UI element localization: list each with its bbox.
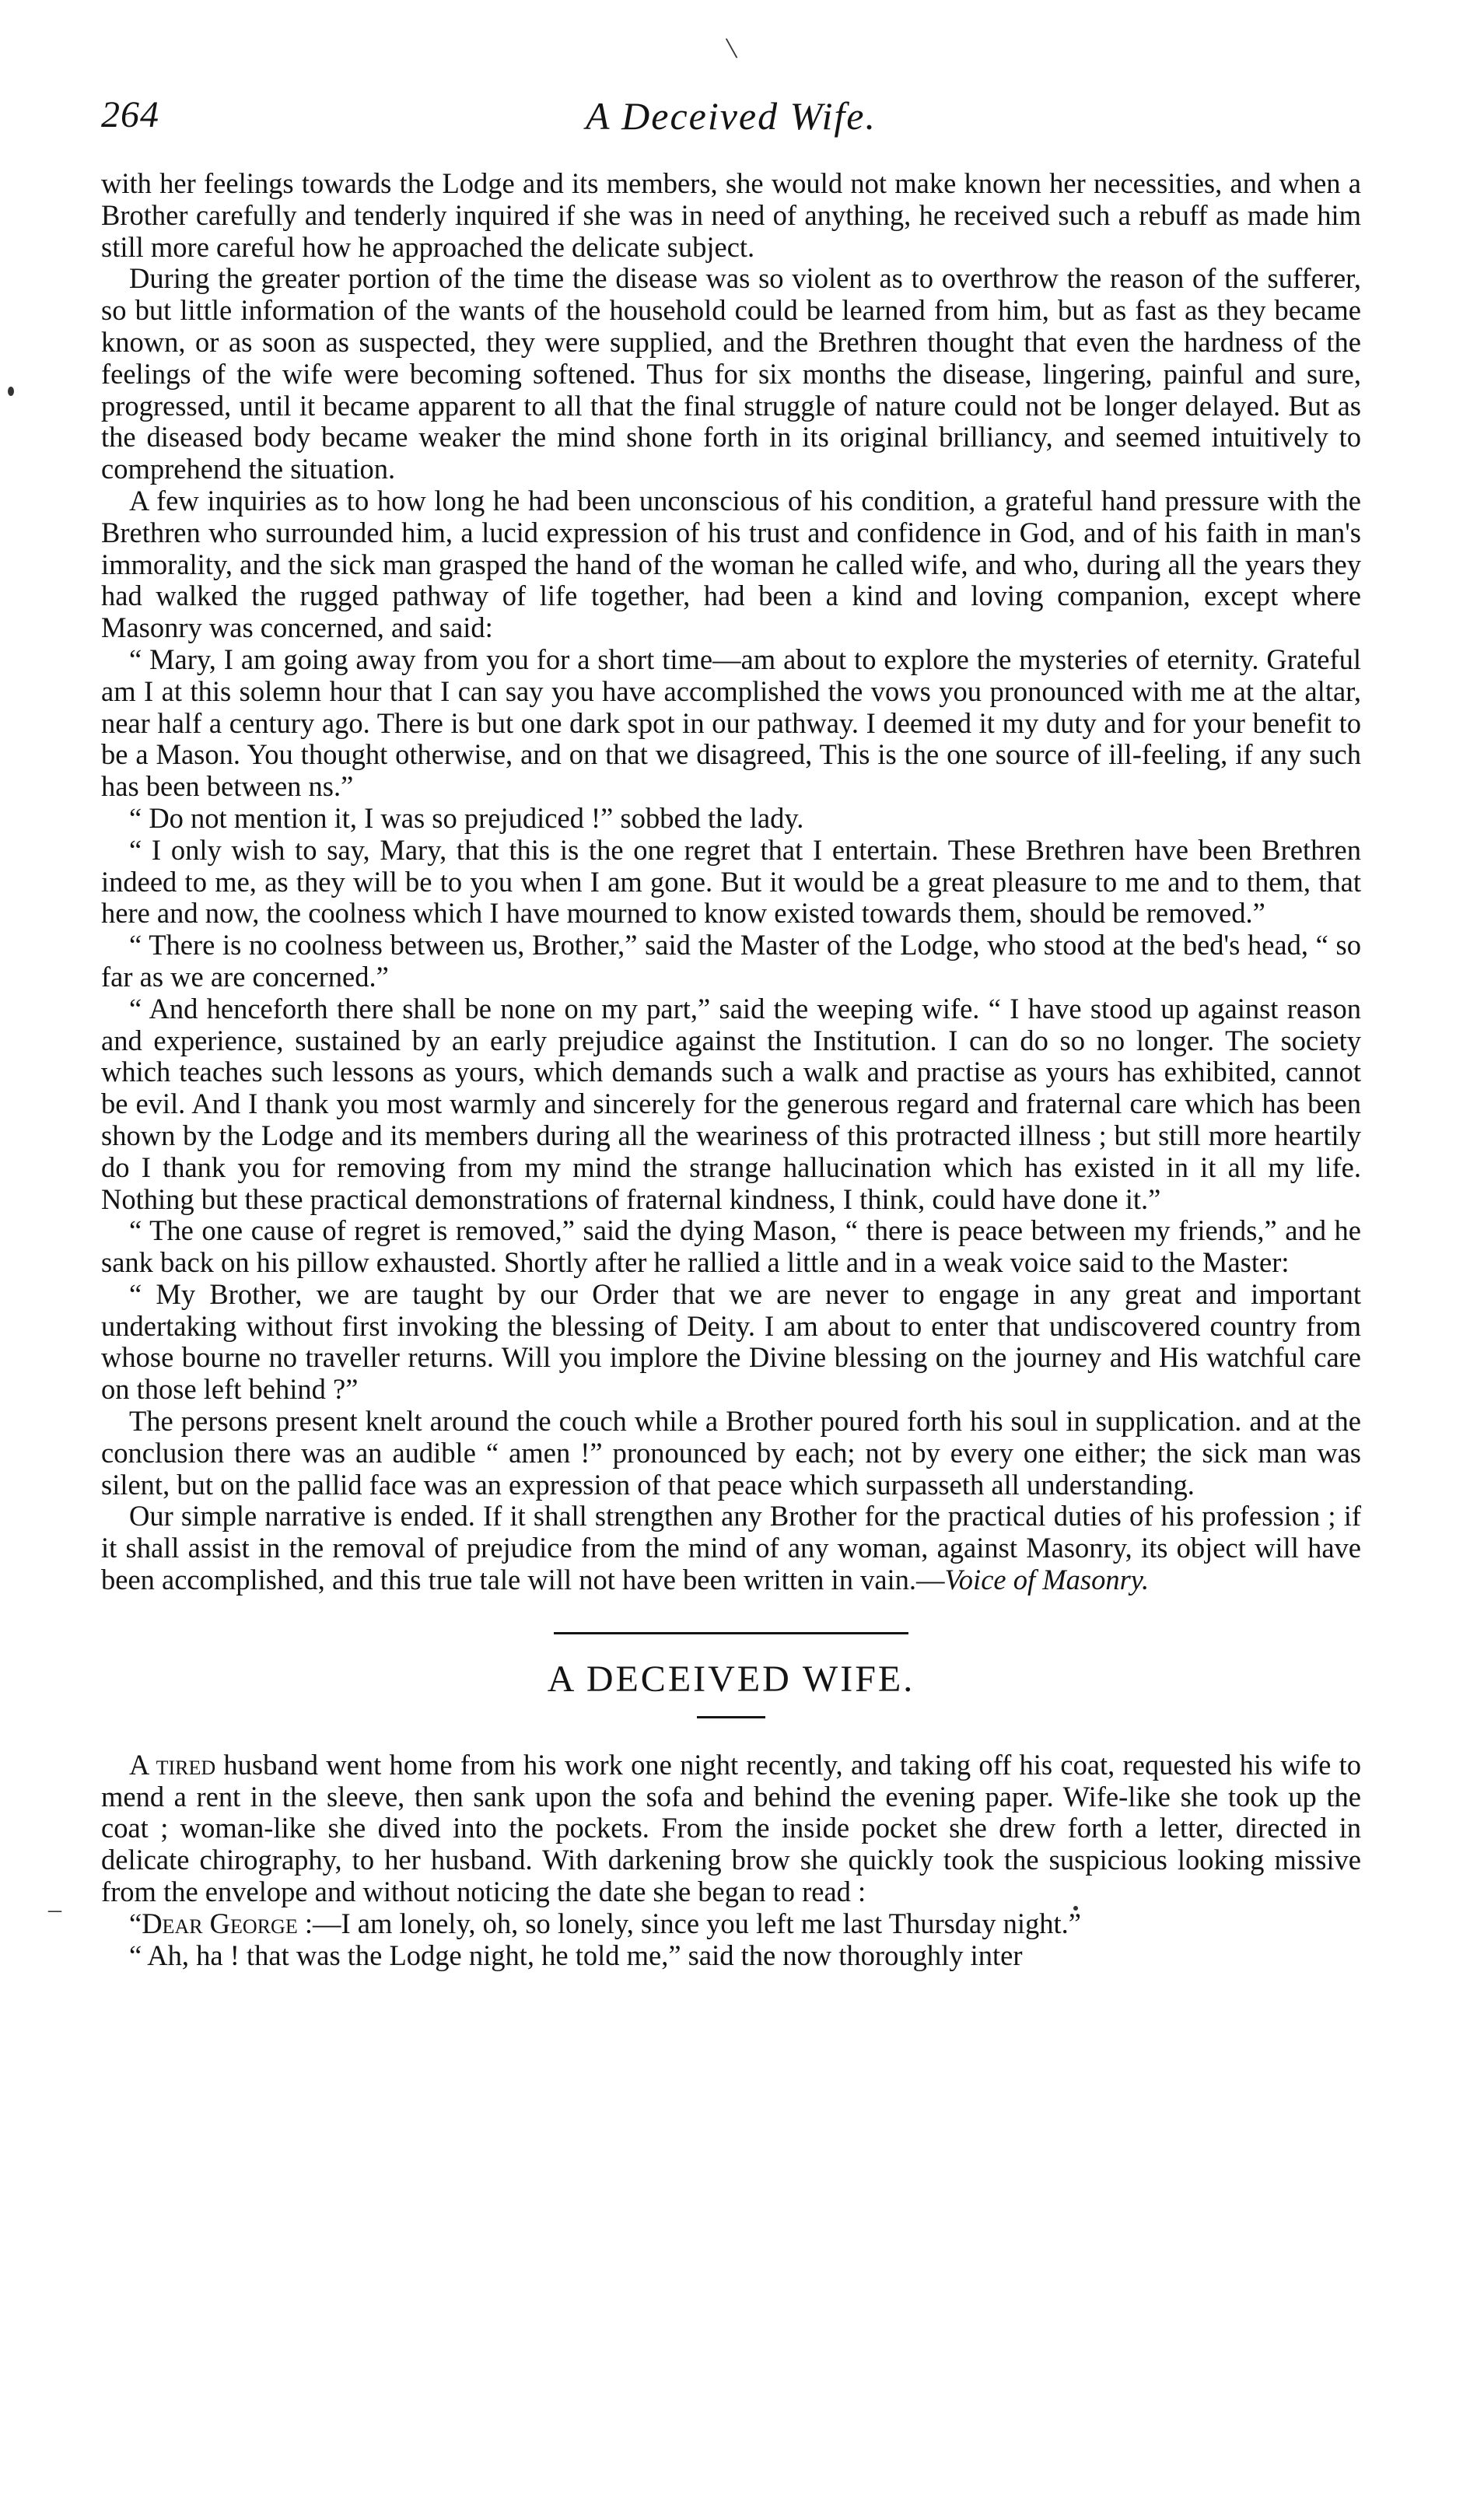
paragraph xyxy=(101,1750,1361,1908)
paragraph: “ I only wish to say, Mary, that this is the one regret that I entertain. These Brethren have been Brethren indeed to me, as they will be to you when I am gone. But it would be a great pleasure to me and to them, that here and now, the coolness which I have mourned to know existed towards them, should be removed.” xyxy=(101,833,1361,930)
page xyxy=(101,93,1361,1971)
continued-article xyxy=(101,168,1361,1596)
section-divider xyxy=(554,1632,908,1634)
paragraph: During the greater portion of the time the disease was so violent as to overthrow the reason of the sufferer, so but little information of the wants of the household could be learned from him, but as fast as they became known, or as soon as suspected, they were supplied, and the Brethren thought that even the hardness of the feelings of the wife were becoming softened. Thus for six months the disease, lingering, painful and sure, progressed, until it became apparent to all that the final struggle of nature could not be longer delayed. But as the diseased body became weaker the mind shone forth in its original brilliancy, and seemed intuitively to comprehend the situation. xyxy=(101,262,1361,485)
paragraph: “ Ah, ha ! that was the Lodge night, he told me,” said the now thoroughly inter xyxy=(129,1939,1023,1971)
new-article xyxy=(101,1750,1361,1972)
margin-dash: – xyxy=(48,1895,61,1924)
paragraph: “ There is no coolness between us, Brother,” said the Master of the Lodge, who stood at the bed's head, “ so far as we are concerned.” xyxy=(101,929,1361,993)
letter-paragraph xyxy=(101,1908,1361,1940)
running-title: A Deceived Wife. xyxy=(586,94,877,138)
closing-paragraph xyxy=(101,1501,1361,1596)
paragraph: with her feelings towards the Lodge and its members, she would not make known her necessities, and when a Brother carefully and tenderly inquired if she was in need of anything, he received such a rebuff as made him still more careful how he approached the delicate subject. xyxy=(101,167,1361,263)
closing-text: Our simple narrative is ended. If it shall strengthen any Brother for the practical duties of his profession ; if it shall assist in the removal of prejudice from the mind of any woman, against Masonry, its object will have been accomplished, and this true tale will not have been written in vain.— xyxy=(101,1500,1361,1596)
letter-salutation: “Dear George xyxy=(129,1907,298,1939)
paragraph: The persons present knelt around the couch while a Brother poured forth his soul in supplication. and at the conclusion there was an audible “ amen !” pronounced by each; not by every one either; the sick man was silent, but on the pallid face was an expression of that peace which surpasseth all understanding. xyxy=(101,1405,1361,1501)
page-number: 264 xyxy=(101,94,159,135)
title-underline xyxy=(697,1716,765,1718)
paragraph: “ Do not mention it, I was so prejudiced !” sobbed the lady. xyxy=(129,801,804,834)
paragraph: “ Mary, I am going away from you for a short time—am about to explore the mysteries of eternity. Grateful am I at this solemn hour that I can say you have accomplished the vows you pronounced with me at the altar, near half a century ago. There is but one dark spot in our pathway. I deemed it my duty and for your benefit to be a Mason. You thought otherwise, and on that we disagreed, This is the one source of ill-feeling, if any such has been between ns.” xyxy=(101,643,1361,803)
paragraph: “ The one cause of regret is removed,” said the dying Mason, “ there is peace between my friends,” and he sank back on his pillow exhausted. Shortly after he rallied a little and in a weak voice said to the Master: xyxy=(101,1214,1361,1279)
letter-text: :—I am lonely, oh, so lonely, since you left me last Thursday night.” xyxy=(297,1907,1081,1939)
margin-dot xyxy=(8,387,14,396)
article-title: A DECEIVED WIFE. xyxy=(547,1658,915,1700)
stray-mark-top: \ xyxy=(724,30,739,66)
source-attribution: Voice of Masonry. xyxy=(944,1564,1150,1596)
paragraph: “ And henceforth there shall be none on my part,” said the weeping wife. “ I have stood up against reason and experience, sustained by an early prejudice against the Institution. I can do so no longer. The society which teaches such lessons as yours, which demands such a walk and practise as yours has exhibited, cannot be evil. And I thank you most warmly and sincerely for the generous regard and fraternal care which has been shown by the Lodge and its members during all the weariness of this protracted illness ; but still more heartily do I thank you for removing from my mind the strange hallucination which has existed in it all my life. Nothing but these practical demonstrations of fraternal kindness, I think, could have done it.” xyxy=(101,992,1361,1215)
intro-smallcaps: A tired xyxy=(129,1748,216,1781)
page-header xyxy=(101,93,1361,168)
intro-text: husband went home from his work one night recently, and taking off his coat, requested his wife to mend a rent in the sleeve, then sank upon the sofa and behind the evening paper. Wife-like she took up the coat ; woman-like she dived into the pockets. From the inside pocket she drew forth a letter, directed in delicate chirography, to her husband. With darkening brow she quickly took the suspicious looking missive from the envelope and without noticing the date she began to read : xyxy=(101,1748,1361,1908)
paragraph: A few inquiries as to how long he had been unconscious of his condition, a grateful hand pressure with the Brethren who surrounded him, a lucid expression of his trust and confidence in God, and of his faith in man's immorality, and the sick man grasped the hand of the woman he called wife, and who, during all the years they had walked the rugged pathway of life together, had been a kind and loving companion, except where Masonry was concerned, and said: xyxy=(101,484,1361,644)
paragraph: “ My Brother, we are taught by our Order that we are never to engage in any great and important undertaking without first invoking the blessing of Deity. I am about to enter that undiscovered country from whose bourne no traveller returns. Will you implore the Divine blessing on the journey and His watchful care on those left behind ?” xyxy=(101,1277,1361,1406)
